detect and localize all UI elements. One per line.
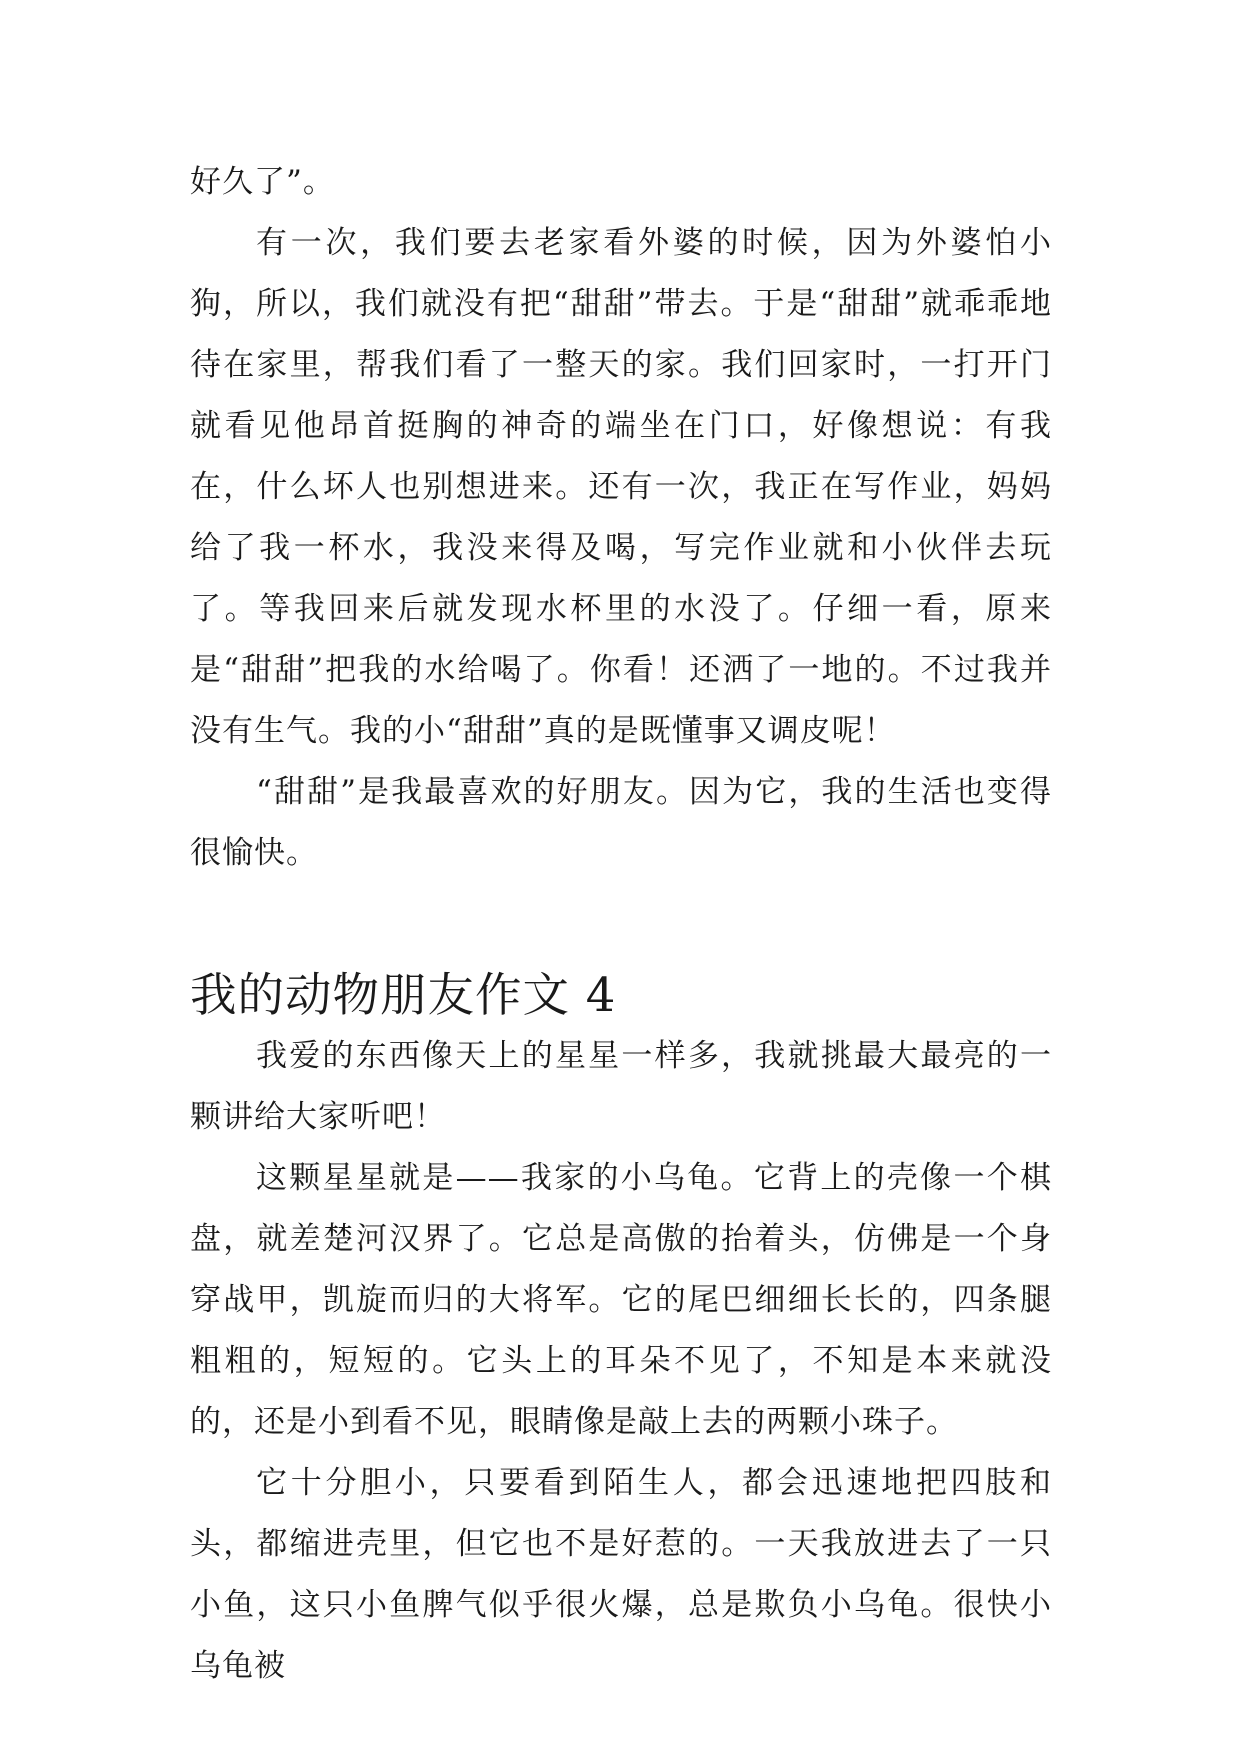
paragraph-turtle-description: 这颗星星就是——我家的小乌龟。它背上的壳像一个棋盘，就差楚河汉界了。它总是高傲的抬着头，仿佛是一个身穿战甲，凯旋而归的大将军。它的尾巴细细长长的，四条腿粗粗的，短短的。它头上的耳朵不见了，不知是本来就没的，还是小到看不见，眼睛像是敲上去的两颗小珠子。 [190,1160,1052,1440]
paragraph-continuation: 好久了”。 [190,164,335,200]
paragraph-dog-story: 有一次，我们要去老家看外婆的时候，因为外婆怕小狗，所以，我们就没有把“甜甜”带去。于是“甜甜”就乖乖地待在家里，帮我们看了一整天的家。我们回家时，一打开门就看见他昂首挺胸的神奇的端坐在门口，好像想说：有我在，什么坏人也别想进来。还有一次，我正在写作业，妈妈给了我一杯水，我没来得及喝，写完作业就和小伙伴去玩了。等我回来后就发现水杯里的水没了。仔细一看，原来是“甜甜”把我的水给喝了。你看！还洒了一地的。不过我并没有生气。我的小“甜甜”真的是既懂事又调皮呢！ [190,225,1052,749]
paragraph-turtle-behavior: 它十分胆小，只要看到陌生人，都会迅速地把四肢和头，都缩进壳里，但它也不是好惹的。一天我放进去了一只小鱼，这只小鱼脾气似乎很火爆，总是欺负小乌龟。很快小乌龟被 [190,1465,1052,1684]
paragraph-intro: 我爱的东西像天上的星星一样多，我就挑最大最亮的一颗讲给大家听吧！ [190,1038,1052,1135]
paragraph-dog-conclusion: “甜甜”是我最喜欢的好朋友。因为它，我的生活也变得很愉快。 [190,774,1052,871]
document-body [190,152,1052,1697]
section-spacer [190,884,1052,965]
section-title: 我的动物朋友作文 4 [190,968,617,1022]
